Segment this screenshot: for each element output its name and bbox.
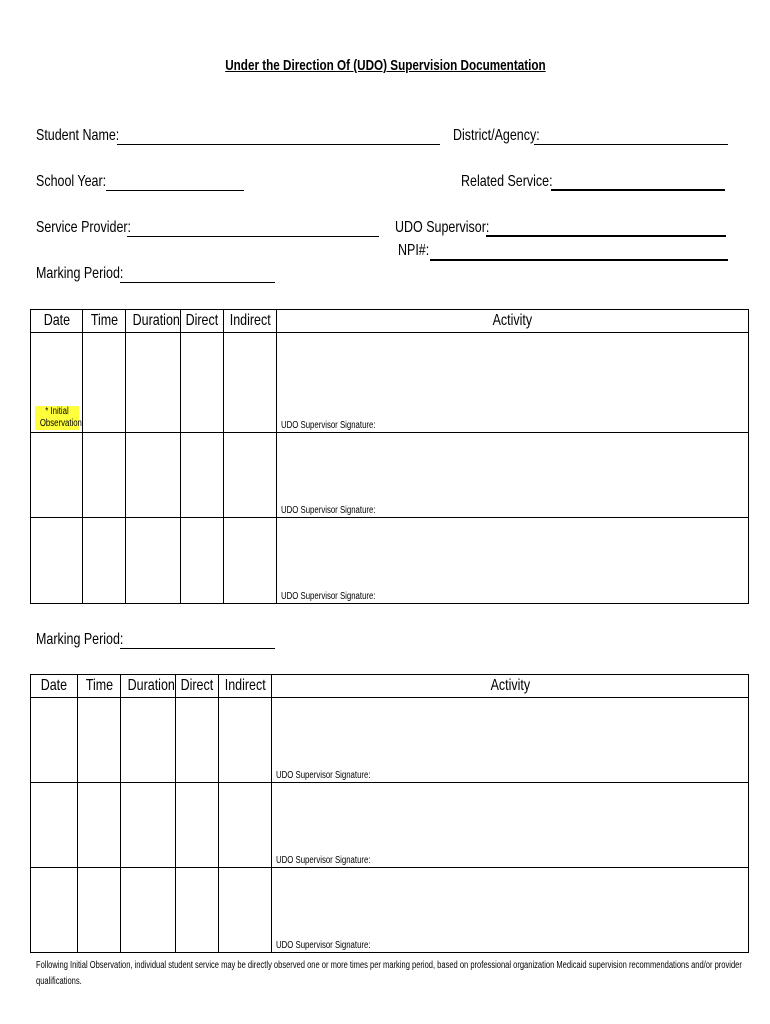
service-provider-field[interactable] [127,236,379,237]
duration-cell[interactable] [121,698,176,783]
col-header-indirect: Indirect [224,310,277,333]
table-row [31,868,749,953]
supervision-log-table-2 [30,674,749,953]
service-provider-label: Service Provider: [36,219,132,236]
time-cell[interactable] [78,698,121,783]
school-year-field[interactable] [106,190,244,191]
table-header-row [31,310,749,333]
activity-cell[interactable] [272,783,749,868]
document-title: Under the Direction Of (UDO) Supervision Documentation [224,57,546,74]
supervisor-signature-label: UDO Supervisor Signature: [281,591,376,602]
supervisor-signature-label: UDO Supervisor Signature: [276,770,371,781]
activity-cell[interactable] [272,868,749,953]
col-header-indirect: Indirect [219,675,272,698]
direct-cell[interactable] [176,783,219,868]
indirect-cell[interactable] [224,518,277,604]
date-cell[interactable] [31,518,83,604]
activity-cell[interactable] [277,433,749,518]
table-row [31,783,749,868]
table-header-row [31,675,749,698]
indirect-cell[interactable] [224,333,277,433]
supervisor-signature-label: UDO Supervisor Signature: [276,855,371,866]
table-row [31,698,749,783]
indirect-cell[interactable] [219,868,272,953]
district-agency-field[interactable] [534,144,728,145]
direct-cell[interactable] [181,433,224,518]
activity-cell[interactable] [272,698,749,783]
table-row [31,518,749,604]
table-row [31,333,749,433]
school-year-label: School Year: [36,173,107,190]
supervision-log-table-1 [30,309,749,604]
col-header-duration: Duration [126,310,181,333]
initial-observation-note: * Initial Observation [35,406,79,430]
col-header-activity: Activity [272,675,749,698]
related-service-field[interactable] [551,189,725,191]
col-header-time: Time [83,310,126,333]
activity-cell[interactable] [277,518,749,604]
col-header-date: Date [31,675,78,698]
student-name-label: Student Name: [36,127,120,144]
indirect-cell[interactable] [224,433,277,518]
marking-period-field[interactable] [120,282,275,283]
date-cell[interactable] [31,698,78,783]
related-service-label: Related Service: [461,173,553,190]
udo-supervisor-label: UDO Supervisor: [395,219,490,236]
duration-cell[interactable] [126,518,181,604]
supervisor-signature-label: UDO Supervisor Signature: [281,505,376,516]
direct-cell[interactable] [181,333,224,433]
student-name-field[interactable] [117,144,440,145]
col-header-activity: Activity [277,310,749,333]
col-header-direct: Direct [181,310,224,333]
time-cell[interactable] [83,333,126,433]
npi-field[interactable] [430,259,728,261]
npi-label: NPI#: [398,242,430,259]
supervisor-signature-label: UDO Supervisor Signature: [281,420,376,431]
date-cell[interactable] [31,433,83,518]
direct-cell[interactable] [176,698,219,783]
date-cell[interactable] [31,783,78,868]
duration-cell[interactable] [121,868,176,953]
marking-period-label-2: Marking Period: [36,631,124,648]
col-header-date: Date [31,310,83,333]
supervisor-signature-label: UDO Supervisor Signature: [276,940,371,951]
duration-cell[interactable] [126,333,181,433]
time-cell[interactable] [83,433,126,518]
col-header-time: Time [78,675,121,698]
direct-cell[interactable] [181,518,224,604]
duration-cell[interactable] [121,783,176,868]
col-header-direct: Direct [176,675,219,698]
marking-period-label: Marking Period: [36,265,124,282]
footnote: Following Initial Observation, individual student service may be directly observed one or more times per marking period, based on professional organization Medicaid supervision recommendations and/or provider qualifications. [36,960,742,987]
direct-cell[interactable] [176,868,219,953]
col-header-duration: Duration [121,675,176,698]
time-cell[interactable] [78,868,121,953]
time-cell[interactable] [83,518,126,604]
table-row [31,433,749,518]
activity-cell[interactable] [277,333,749,433]
marking-period-field-2[interactable] [120,648,275,649]
udo-supervisor-field[interactable] [486,235,726,237]
indirect-cell[interactable] [219,783,272,868]
indirect-cell[interactable] [219,698,272,783]
date-cell[interactable] [31,333,83,433]
district-agency-label: District/Agency: [453,127,540,144]
time-cell[interactable] [78,783,121,868]
date-cell[interactable] [31,868,78,953]
duration-cell[interactable] [126,433,181,518]
